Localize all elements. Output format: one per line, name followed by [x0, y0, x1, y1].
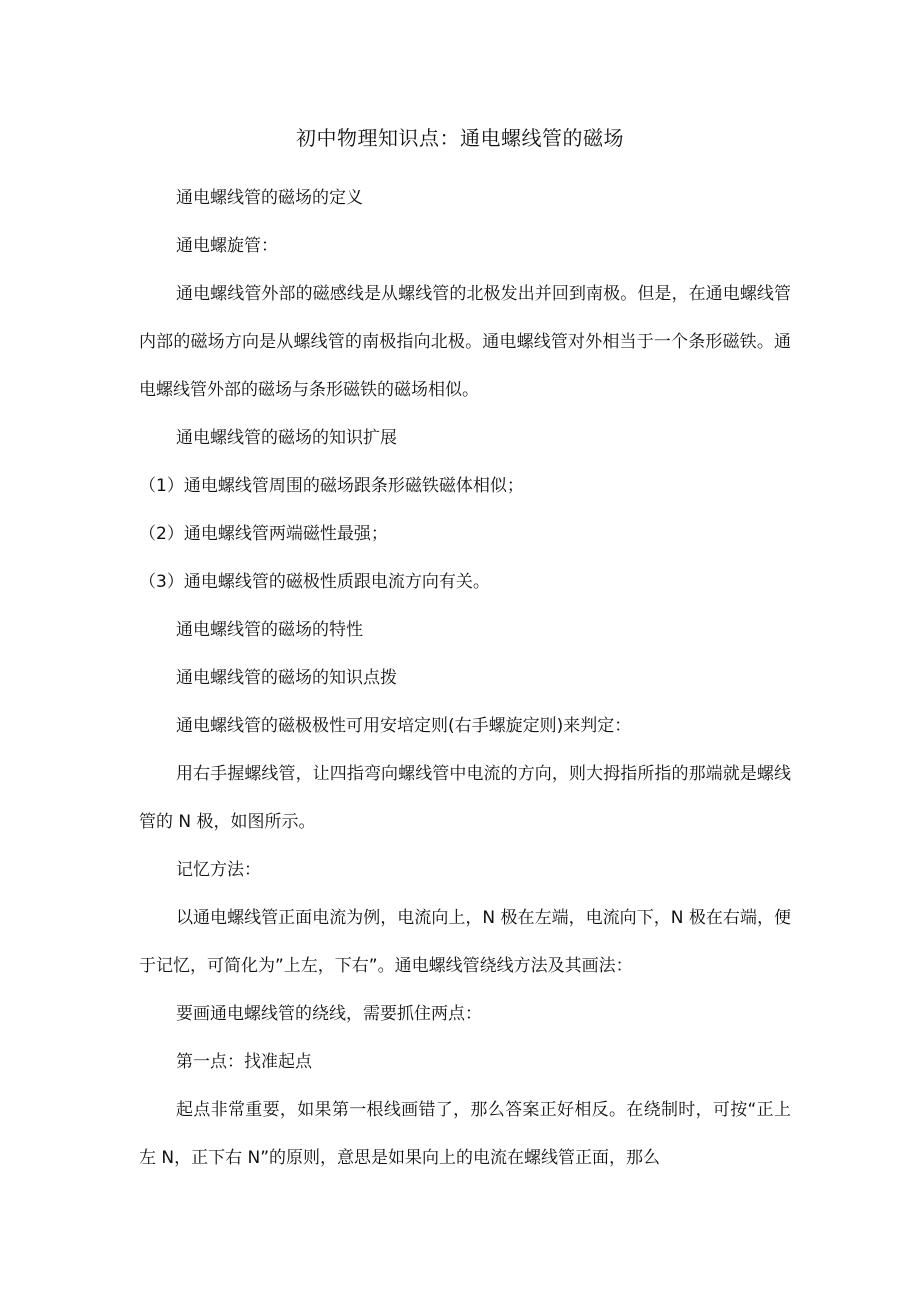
- section-heading-extension: 通电螺线管的磁场的知识扩展: [176, 428, 397, 448]
- subheading-solenoid: 通电螺旋管：: [176, 236, 278, 256]
- paragraph-starting-point: 起点非常重要，如果第一根线画错了，那么答案正好相反。在绕制时，可按“正上左 N，正下右 N”的原则，意思是如果向上的电流在螺线管正面，那么: [139, 1100, 791, 1168]
- list-item-2: （2）通电螺线管两端磁性最强；: [139, 524, 388, 544]
- paragraph-memory-method: 以通电螺线管正面电流为例，电流向上，N 极在左端，电流向下，N 极在右端，便于记忆，可简化为”上左，下右”。通电螺线管绕线方法及其画法：: [139, 908, 791, 976]
- subheading-memory: 记忆方法：: [176, 860, 261, 880]
- document-title: 初中物理知识点：通电螺线管的磁场: [296, 126, 624, 150]
- subheading-first-point: 第一点：找准起点: [176, 1052, 312, 1072]
- section-heading-properties: 通电螺线管的磁场的特性: [176, 620, 363, 640]
- paragraph-drawing-points: 要画通电螺线管的绕线，需要抓住两点：: [176, 1004, 482, 1024]
- document-body: [139, 174, 791, 1182]
- paragraph-field-lines: 通电螺线管外部的磁感线是从螺线管的北极发出并回到南极。但是，在通电螺线管内部的磁场方向是从螺线管的南极指向北极。通电螺线管对外相当于一个条形磁铁。通电螺线管外部的磁场与条形磁铁的磁场相似。: [139, 284, 791, 400]
- paragraph-right-hand: 用右手握螺线管，让四指弯向螺线管中电流的方向，则大拇指所指的那端就是螺线管的 N 极，如图所示。: [139, 764, 791, 832]
- list-item-1: （1）通电螺线管周围的磁场跟条形磁铁磁体相似；: [139, 476, 524, 496]
- section-heading-tips: 通电螺线管的磁场的知识点拨: [176, 668, 397, 688]
- paragraph-ampere-rule: 通电螺线管的磁极极性可用安培定则(右手螺旋定则)来判定：: [176, 716, 632, 736]
- list-item-3: （3）通电螺线管的磁极性质跟电流方向有关。: [139, 572, 490, 592]
- section-heading-definition: 通电螺线管的磁场的定义: [176, 188, 363, 208]
